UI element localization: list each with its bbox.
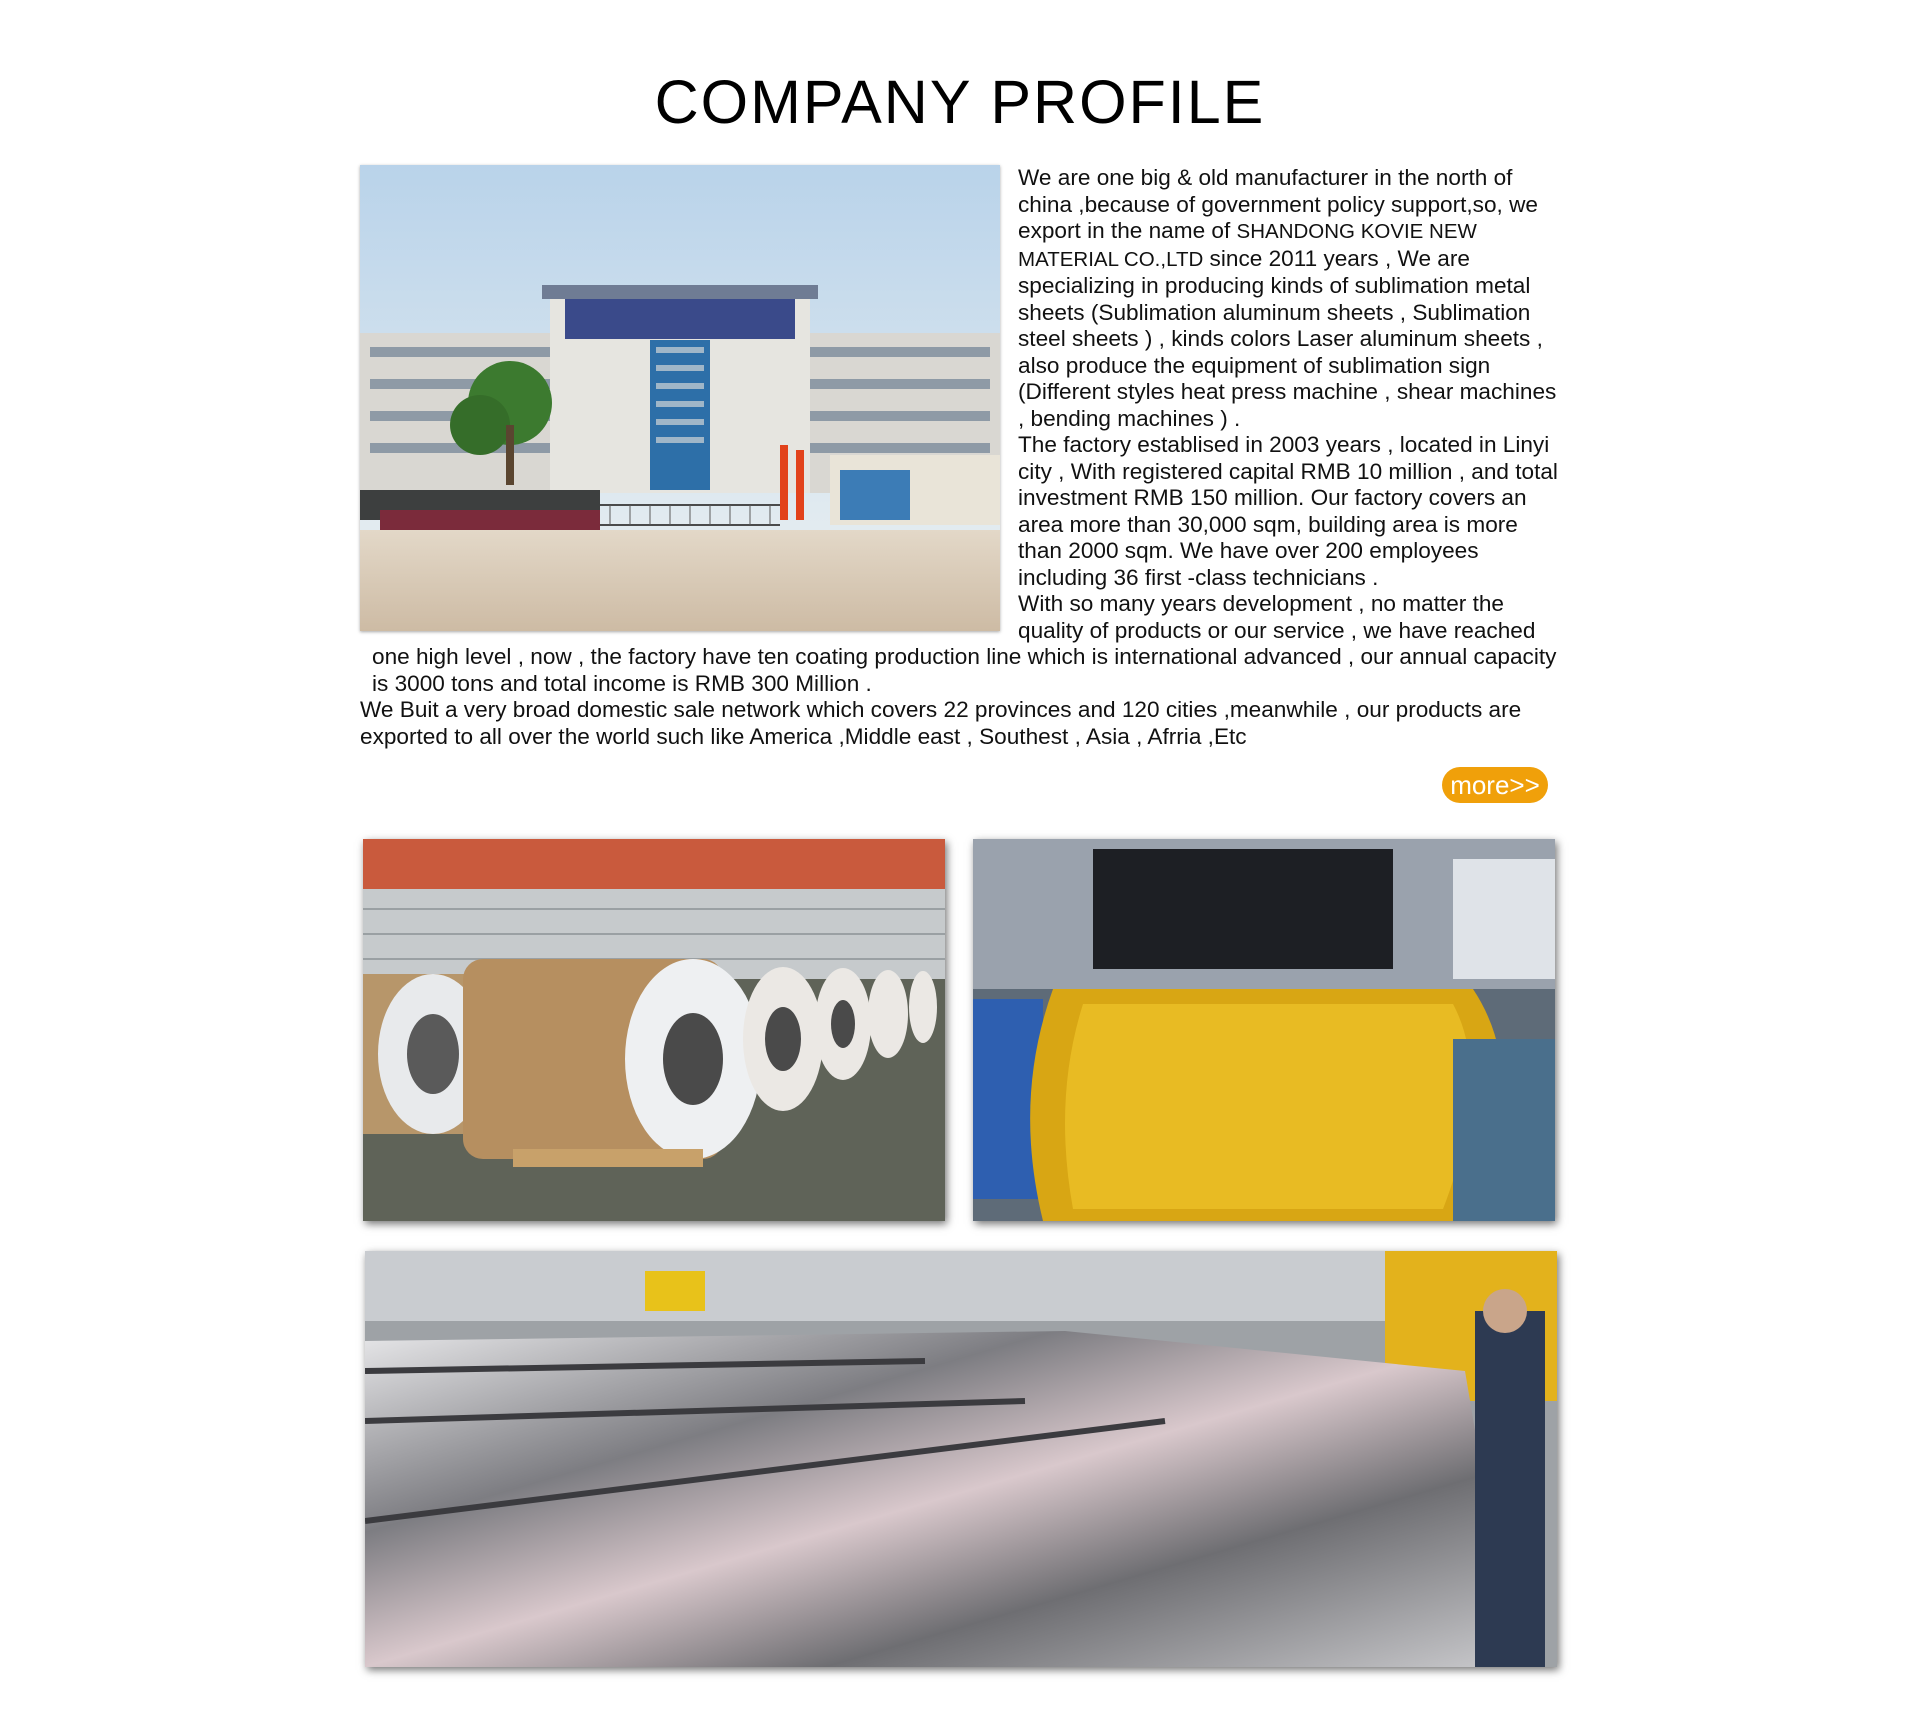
more-button[interactable]: more>> — [1442, 767, 1548, 803]
company-intro — [360, 165, 1568, 750]
intro-paragraph-4: We Buit a very broad domestic sale network which covers 22 provinces and 120 cities ,meanwhile , our products are exported to all over the world such like America ,Middle east , Southest , Asia , Afrria ,Etc — [360, 697, 1522, 749]
company-name: SHANDONG KOVIE NEW MATERIAL CO.,LTD — [1018, 220, 1477, 271]
coating-production-line-photo — [973, 839, 1555, 1221]
page-title: COMPANY PROFILE — [654, 68, 1266, 136]
aluminum-coils-photo — [363, 839, 945, 1221]
intro-text-1b: since 2011 years , We are specializing in producing kinds of sublimation metal sheets (Sublimation aluminum sheets , Sublimation steel sheets ) , kinds colors Laser aluminum sheets , also produce the equipment of sublimation sign (Different styles heat press machine , shear machines , bending machines ) . — [1018, 245, 1557, 431]
aluminum-sheets-photo — [365, 1251, 1557, 1667]
intro-paragraph-3: With so many years development , no matter the quality of products or our service , we have reached one high level , now , the factory have ten coating production line which is international advanced , our annual capacity is 3000 tons and total income is RMB 300 Million . — [372, 591, 1557, 696]
intro-text-1a: We are one big & old manufacturer in the north of china ,because of government policy support,so, we export in the name of — [1018, 165, 1538, 243]
intro-paragraph-2: The factory establised in 2003 years , located in Linyi city , With registered capital RMB 10 million , and total investment RMB 150 million. Our factory covers an area more than 30,000 sqm, building area is more than 2000 sqm. We have over 200 employees including 36 first -class technicians . — [1018, 432, 1558, 590]
factory-building-photo — [360, 165, 1000, 631]
